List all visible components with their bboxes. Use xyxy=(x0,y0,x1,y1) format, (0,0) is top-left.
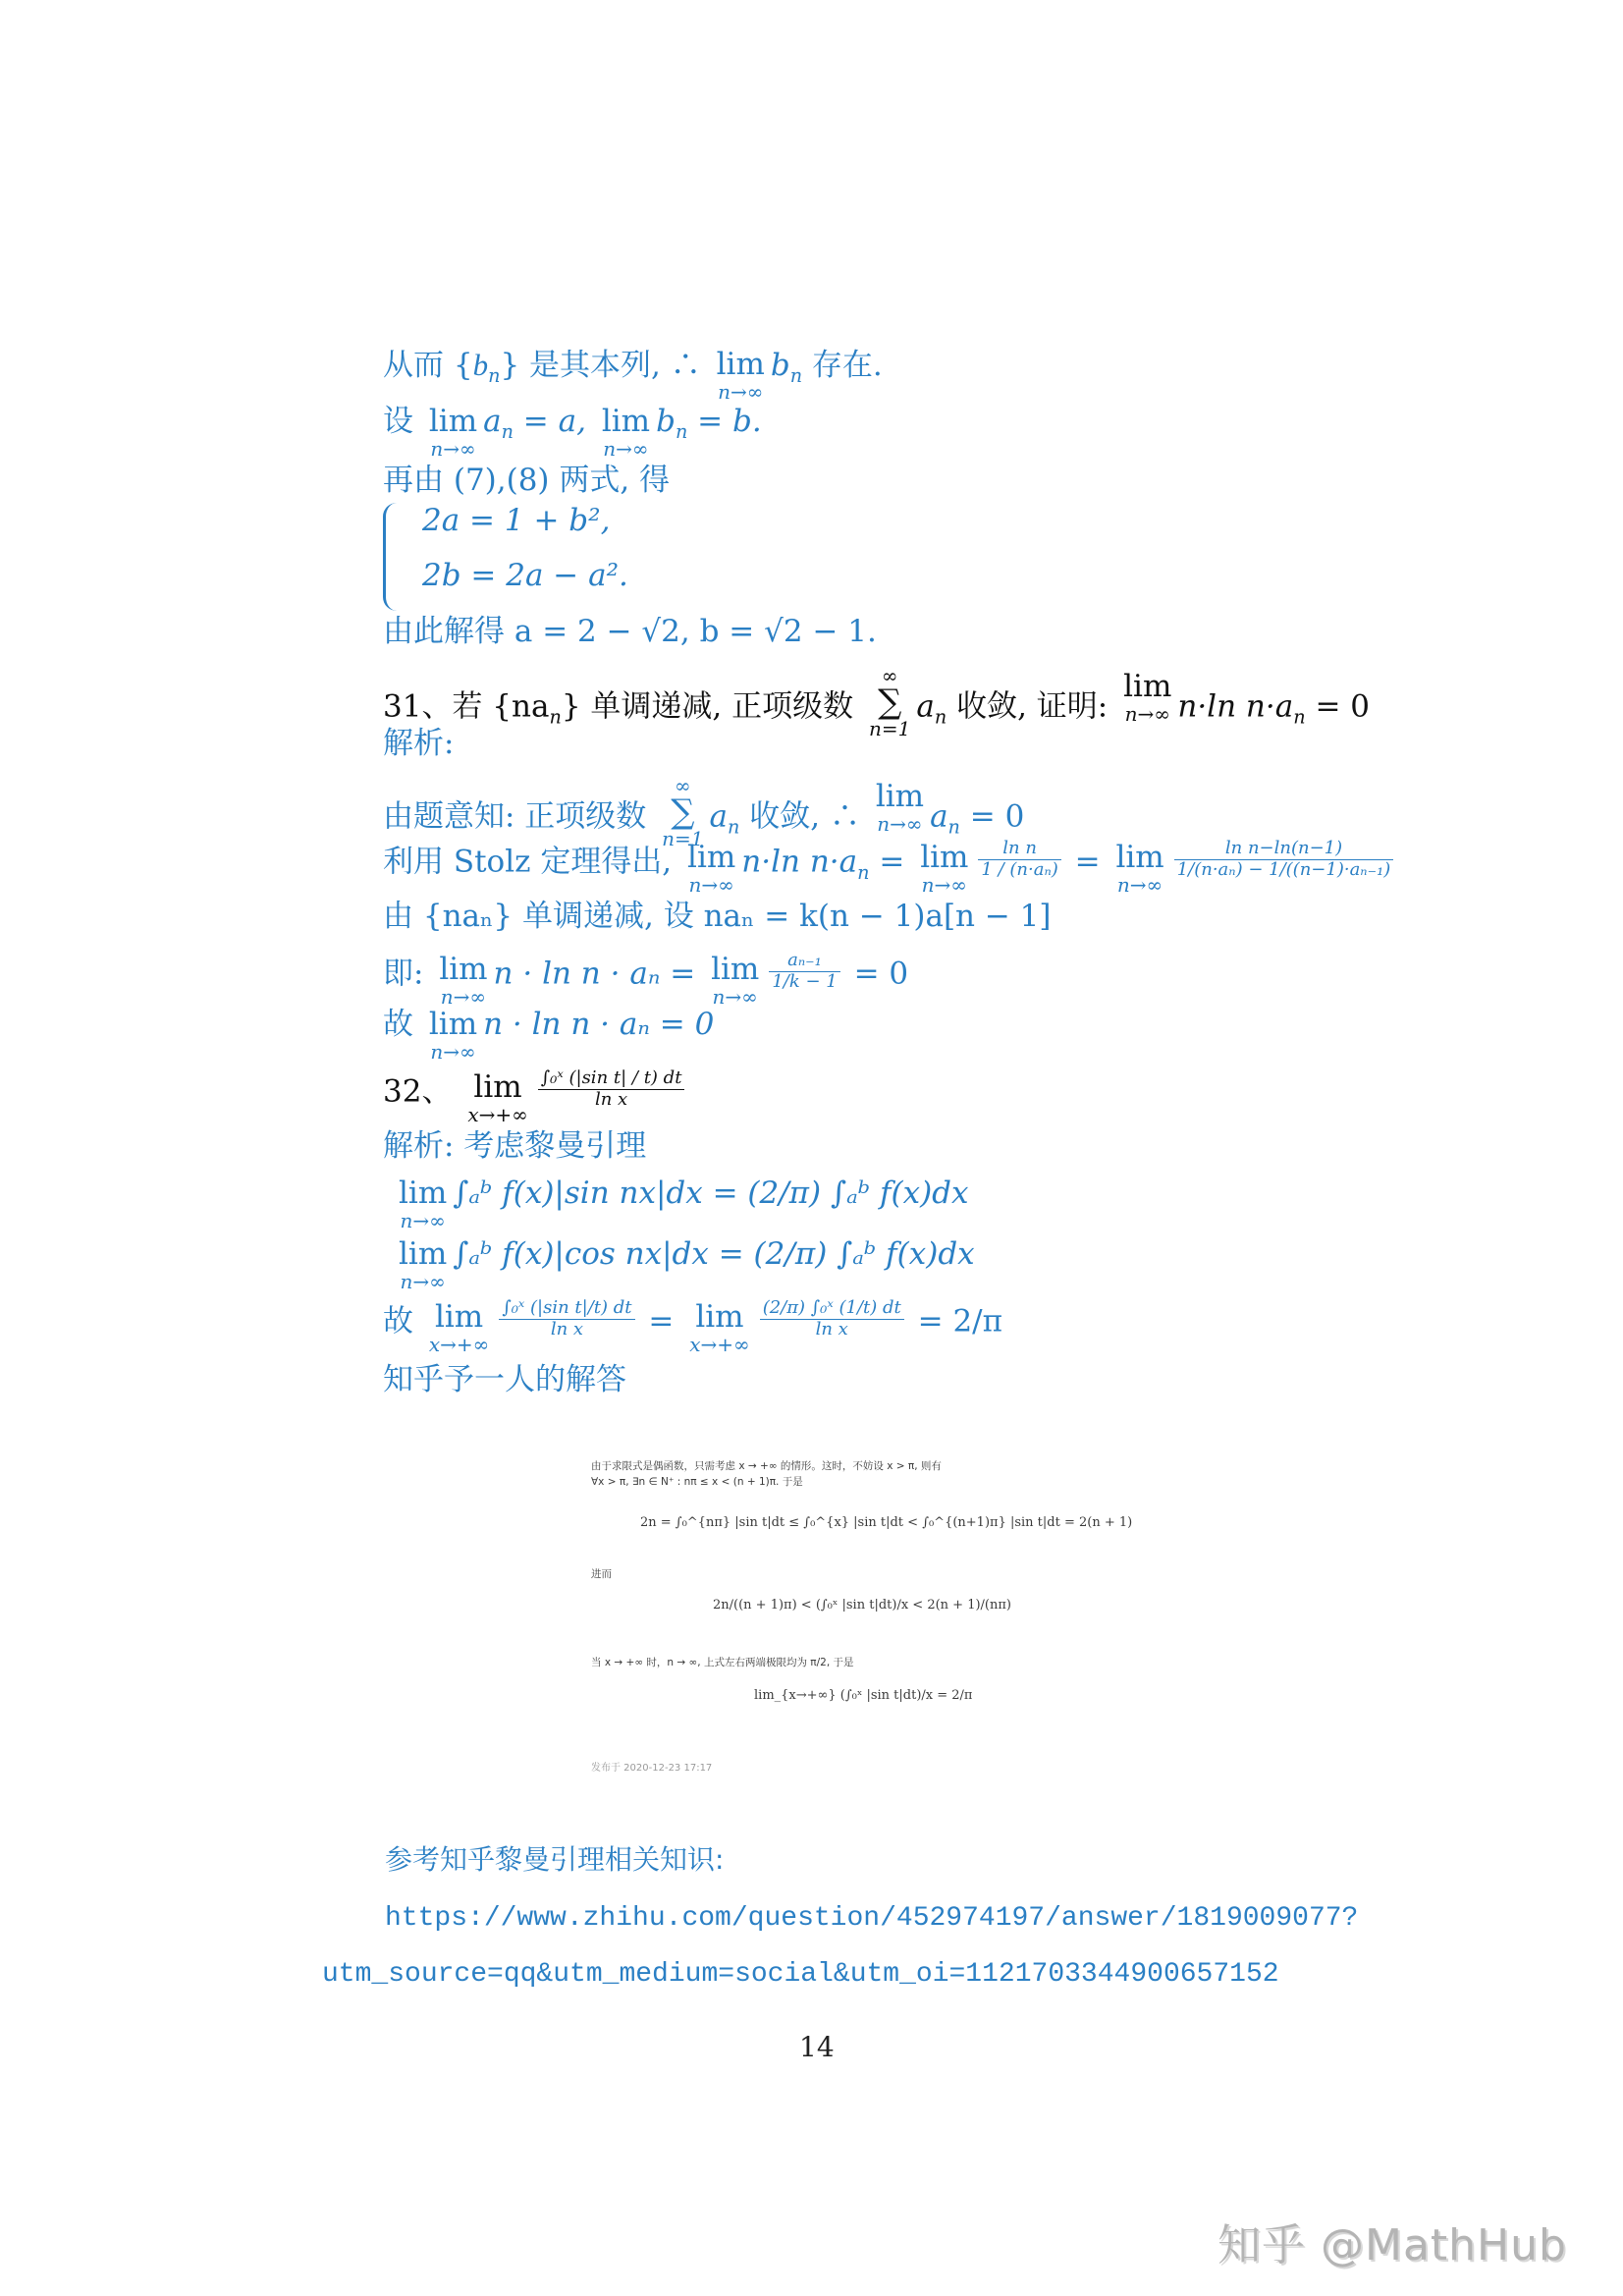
lim-word: lim xyxy=(428,404,478,439)
denominator: ln x xyxy=(594,1088,628,1110)
limit xyxy=(601,404,651,461)
summation xyxy=(662,776,703,848)
limit xyxy=(428,1299,490,1356)
question-31 xyxy=(383,664,1370,744)
text: 由题意知: 正项级数 xyxy=(383,798,647,835)
shot-publish-date: 发布于 2020-12-23 17:17 xyxy=(591,1763,713,1774)
text: = 0 xyxy=(959,798,1025,835)
lim-under: n→∞ xyxy=(430,1040,476,1064)
lim-under: n→∞ xyxy=(1116,873,1163,897)
riemann-lemma-cos xyxy=(393,1236,975,1293)
text: 设 xyxy=(383,404,413,439)
subscript: n xyxy=(549,705,562,729)
sum-bottom: n=1 xyxy=(662,827,704,850)
zhihu-watermark: 知乎 @MathHub xyxy=(1217,2220,1567,2270)
line-solution: 由此解得 a = 2 − √2, b = √2 − 1. xyxy=(383,614,877,649)
text: 32、 xyxy=(383,1073,453,1110)
var: b xyxy=(770,348,790,383)
lim-under: n→∞ xyxy=(400,1209,446,1232)
text: } 单调递减, 正项级数 xyxy=(561,688,854,725)
limit xyxy=(399,1175,448,1232)
fraction xyxy=(499,1298,634,1339)
var: a xyxy=(916,688,935,725)
riemann-lemma-sin xyxy=(393,1175,969,1232)
equals: = xyxy=(638,1303,684,1339)
lim-under: n→∞ xyxy=(921,873,967,897)
line-stolz xyxy=(383,838,1397,897)
var: a xyxy=(930,798,948,835)
numerator: ln n xyxy=(978,839,1060,860)
text: 利用 Stolz 定理得出, xyxy=(383,844,673,880)
line-conclusion-32 xyxy=(383,1297,1003,1356)
lim-under: n→∞ xyxy=(688,873,734,897)
fraction xyxy=(769,951,839,992)
subscript: n xyxy=(728,815,740,839)
expression: n · ln n · aₙ = 0 xyxy=(483,1007,715,1042)
lim-under: n→∞ xyxy=(712,985,758,1009)
line-cauchy-sequence xyxy=(383,347,883,404)
equals: = xyxy=(1064,844,1110,880)
limit xyxy=(428,1007,478,1064)
limit xyxy=(687,840,736,897)
var: a xyxy=(483,404,502,439)
limit xyxy=(1115,840,1164,897)
text: 故 xyxy=(383,1007,413,1042)
lim-under: n→∞ xyxy=(440,985,487,1009)
text: 收敛, 证明: xyxy=(947,688,1109,725)
subscript: n xyxy=(1293,705,1306,729)
shot-para-3: 进而 xyxy=(591,1568,612,1580)
analysis-label-2: 解析: 考虑黎曼引理 xyxy=(383,1128,647,1164)
lim-under: x→+∞ xyxy=(689,1333,750,1356)
credit-line: 知乎予一人的解答 xyxy=(383,1362,626,1397)
text: = b. xyxy=(687,404,762,439)
lim-word: lim xyxy=(875,779,925,814)
expression: ∫ₐᵇ f(x)|cos nx|dx = (2/π) ∫ₐᵇ f(x)dx xyxy=(453,1236,975,1272)
left-brace xyxy=(383,503,400,611)
sum-sign: ∑ xyxy=(671,793,695,832)
numerator: ∫₀ˣ (|sin t|/t) dt xyxy=(499,1298,634,1320)
lim-under: n→∞ xyxy=(430,437,476,461)
system-eq-2: 2b = 2a − a². xyxy=(422,558,628,593)
subscript: n xyxy=(934,705,947,729)
numerator: ∫₀ˣ (|sin t| / t) dt xyxy=(538,1068,685,1090)
reference-link-line-2[interactable]: utm_source=qq&utm_medium=social&utm_oi=1121703344900657152 xyxy=(322,1959,1279,1990)
shot-equation-1: 2n = ∫₀^{nπ} |sin t|dt ≤ ∫₀^{x} |sin t|dt < ∫₀^{(n+1)π} |sin t|dt = 2(n + 1) xyxy=(640,1515,1133,1530)
lim-word: lim xyxy=(716,347,765,382)
fraction xyxy=(978,839,1060,880)
limit xyxy=(920,840,969,897)
lim-word: lim xyxy=(920,840,969,875)
denominator: 1/k − 1 xyxy=(772,970,838,992)
expression: n·ln n·a xyxy=(741,844,858,880)
sum-bottom: n=1 xyxy=(869,717,911,740)
line-monotone: 由 {naₙ} 单调递减, 设 naₙ = k(n − 1)a[n − 1] xyxy=(383,899,1052,934)
subscript: n xyxy=(675,420,688,444)
shot-para-2: ∀x > π, ∃n ∈ N⁺ : nπ ≤ x < (n + 1)π. 于是 xyxy=(591,1476,803,1488)
denominator: ln x xyxy=(815,1318,848,1339)
shot-para-4: 当 x → +∞ 时，n → ∞, 上式左右两端极限均为 π/2, 于是 xyxy=(591,1657,854,1668)
summation xyxy=(869,666,910,738)
lim-word: lim xyxy=(1123,669,1172,704)
line-from-equations: 再由 (7),(8) 两式, 得 xyxy=(383,463,671,498)
lim-under: x→+∞ xyxy=(467,1103,528,1126)
limit xyxy=(689,1299,750,1356)
expression: n·ln n·a xyxy=(1177,688,1294,725)
sum-top: ∞ xyxy=(881,664,898,687)
lim-under: n→∞ xyxy=(400,1270,446,1293)
sum-top: ∞ xyxy=(675,774,691,797)
text: = a, xyxy=(513,404,586,439)
denominator: 1/(n·aₙ) − 1/((n−1)·aₙ₋₁) xyxy=(1176,858,1391,880)
text: 收敛, ∴ xyxy=(739,798,860,835)
lim-word: lim xyxy=(473,1069,522,1105)
line-conclusion-31 xyxy=(383,1007,715,1064)
denominator: 1 / (n·aₙ) xyxy=(981,858,1058,880)
subscript: n xyxy=(857,860,870,884)
text: 31、若 {na xyxy=(383,688,550,725)
limit xyxy=(716,347,765,404)
text: 即: xyxy=(383,956,424,992)
var: b xyxy=(656,404,676,439)
denominator: ln x xyxy=(550,1318,584,1339)
expression: n · ln n · aₙ = xyxy=(493,956,706,992)
lim-under: n→∞ xyxy=(603,437,649,461)
limit xyxy=(399,1236,448,1293)
limit xyxy=(467,1069,528,1126)
numerator: (2/π) ∫₀ˣ (1/t) dt xyxy=(760,1298,904,1320)
lim-word: lim xyxy=(399,1236,448,1272)
lim-word: lim xyxy=(439,952,488,987)
subscript: n xyxy=(789,364,803,388)
limit xyxy=(428,404,478,461)
var-b: b xyxy=(472,348,489,382)
equals: = xyxy=(869,844,915,880)
reference-link-line-1[interactable]: https://www.zhihu.com/question/452974197/answer/1819009077? xyxy=(385,1903,1359,1934)
fraction xyxy=(760,1298,904,1339)
lim-under: n→∞ xyxy=(718,380,764,404)
lim-word: lim xyxy=(711,952,760,987)
text: 从而 { xyxy=(383,348,473,383)
lim-word: lim xyxy=(695,1299,744,1335)
limit xyxy=(439,952,488,1009)
system-eq-1: 2a = 1 + b², xyxy=(422,503,611,538)
lim-under: n→∞ xyxy=(877,812,923,836)
text: } 是其本列, ∴ xyxy=(500,348,701,383)
shot-para-1: 由于求限式是偶函数，只需考虑 x → +∞ 的情形。这时，不妨设 x > π, 则有 xyxy=(591,1460,942,1472)
embedded-answer-screenshot xyxy=(587,1458,1133,1782)
subscript: n xyxy=(488,364,501,388)
analysis-label-1: 解析: xyxy=(383,726,455,761)
var: a xyxy=(709,798,729,835)
lim-word: lim xyxy=(601,404,651,439)
text: 存在. xyxy=(802,348,883,383)
page-number: 14 xyxy=(799,2031,835,2063)
limit xyxy=(875,779,925,836)
lim-under: x→+∞ xyxy=(428,1333,490,1356)
expression: ∫ₐᵇ f(x)|sin nx|dx = (2/π) ∫ₐᵇ f(x)dx xyxy=(453,1175,969,1211)
numerator: aₙ₋₁ xyxy=(769,951,839,972)
subscript: n xyxy=(501,420,514,444)
subscript: n xyxy=(947,815,960,839)
line-therefore-limit xyxy=(383,950,909,1009)
lim-word: lim xyxy=(434,1299,484,1335)
text: = 2/π xyxy=(907,1303,1003,1339)
shot-equation-2: 2n/((n + 1)π) < (∫₀ˣ |sin t|dt)/x < 2(n + 1)/(nπ) xyxy=(713,1598,1011,1613)
question-32 xyxy=(383,1067,688,1126)
text: = 0 xyxy=(1305,688,1370,725)
limit xyxy=(711,952,760,1009)
fraction xyxy=(1174,839,1394,880)
reference-label: 参考知乎黎曼引理相关知识: xyxy=(385,1843,725,1876)
lim-under: n→∞ xyxy=(1124,702,1170,726)
shot-equation-3: lim_{x→+∞} (∫₀ˣ |sin t|dt)/x = 2/π xyxy=(754,1688,973,1703)
lim-word: lim xyxy=(687,840,736,875)
lim-word: lim xyxy=(1115,840,1164,875)
limit xyxy=(1123,669,1172,726)
lim-word: lim xyxy=(428,1007,478,1042)
text: 故 xyxy=(383,1303,413,1339)
fraction xyxy=(538,1068,685,1110)
numerator: ln n−ln(n−1) xyxy=(1174,839,1394,860)
sum-sign: ∑ xyxy=(878,683,902,722)
lim-word: lim xyxy=(399,1175,448,1211)
line-set-limits xyxy=(383,404,762,461)
text: = 0 xyxy=(843,956,909,992)
